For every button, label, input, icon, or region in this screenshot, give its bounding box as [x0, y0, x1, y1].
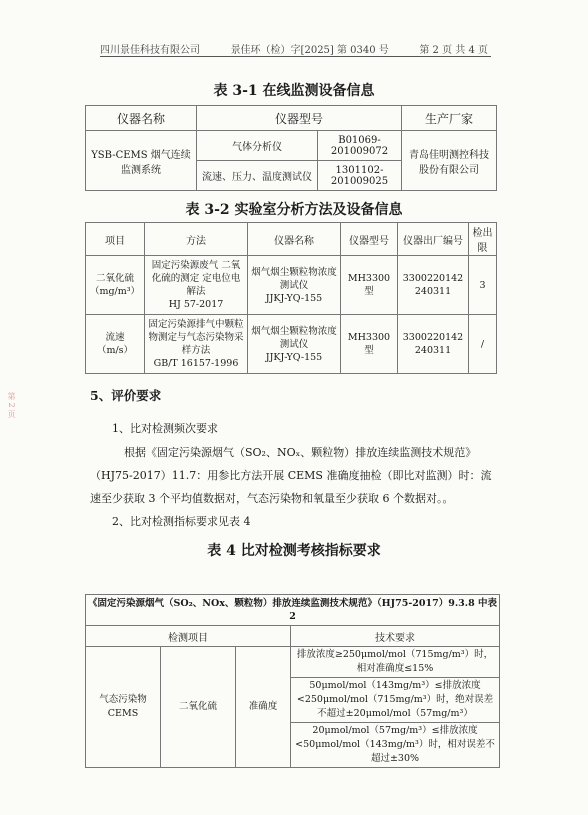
- device-name: 流速、压力、温度测试仪: [197, 161, 318, 191]
- table-3-1-caption: 表 3-1 在线监测设备信息: [213, 83, 375, 99]
- device-serial: 1301102-201009025: [318, 161, 402, 191]
- item-unit: （mg/m³）: [89, 286, 141, 297]
- body-paragraph: 根据《固定污染源烟气（SO₂、NOₓ、颗粒物）排放连续监测技术规范》（HJ75-2017）11.7：用参比方法开展 CEMS 准确度抽检（即比对监测）时：流速至少获取 3 个平均值数据对，气态污染物和氧量至少获取 6 个数据对。。: [90, 446, 492, 505]
- detection-limit: 3: [469, 256, 497, 315]
- report-number: 景佳环（检）字[2025] 第 0340 号: [230, 45, 389, 56]
- pollutant: 二氧化硫: [161, 647, 236, 768]
- table-header: 仪器型号: [341, 223, 398, 256]
- company-name: 四川景佳科技有限公司: [100, 45, 200, 56]
- detection-limit: /: [469, 315, 497, 374]
- standard: HJ 57-2017: [168, 299, 224, 310]
- model: MH3300 型: [341, 256, 398, 315]
- instrument-name: YSB-CEMS 烟气连续监测系统: [86, 131, 197, 191]
- table-header: 仪器型号: [197, 106, 402, 131]
- table-header: 检出限: [469, 223, 497, 256]
- page-indicator: 第 2 页 共 4 页: [419, 45, 488, 56]
- item-name: 流速: [105, 332, 125, 343]
- table-header: 项目: [86, 223, 145, 256]
- method: 固定污染源排气中颗粒物测定与气态污染物采样方法: [148, 319, 244, 356]
- item-unit: （m/s）: [96, 345, 134, 356]
- table-row: [86, 256, 497, 315]
- table-3-1: [85, 105, 497, 191]
- instrument-id: JJKJ-YQ-155: [265, 351, 323, 363]
- table-header: 仪器出厂编号: [398, 223, 469, 256]
- metric: 准确度: [236, 647, 291, 768]
- table-row: [86, 315, 497, 374]
- section-title: 5、评价要求: [90, 388, 162, 403]
- table-4-caption: 表 4 比对检测考核指标要求: [207, 543, 381, 559]
- table-header: 方法: [145, 223, 248, 256]
- page-header: [100, 41, 488, 56]
- requirement: 20μmol/mol（57mg/m³）≤排放浓度<50μmol/mol（143mg/m³）时，相对误差不超过±30%: [291, 723, 500, 768]
- requirement: 50μmol/mol（143mg/m³）≤排放浓度<250μmol/mol（715mg/m³）时，绝对误差不超过±20μmol/mol（57mg/m³）: [291, 678, 500, 723]
- factory-serial: 3300220142240311: [398, 315, 469, 374]
- header-rule: [100, 56, 491, 57]
- table-4: [85, 594, 500, 768]
- factory-serial: 3300220142240311: [398, 256, 469, 315]
- instrument: 烟气烟尘颗粒物浓度测试仪: [251, 266, 337, 291]
- device-serial: B01069-201009072: [318, 131, 402, 161]
- device-name: 气体分析仪: [197, 131, 318, 161]
- margin-note: 第 2 页: [7, 392, 16, 419]
- category: 气态污染物 CEMS: [86, 647, 161, 768]
- table-header: 技术要求: [291, 626, 500, 647]
- table-header: 仪器名称: [86, 106, 197, 131]
- table-header: 检测项目: [86, 626, 291, 647]
- table-3-2-caption: 表 3-2 实验室分析方法及设备信息: [185, 202, 403, 218]
- instrument: 烟气烟尘颗粒物浓度测试仪: [251, 325, 337, 350]
- subsection-2: 2、比对检测指标要求见表 4: [112, 515, 251, 528]
- method: 固定污染源废气 二氧化硫的测定 定电位电解法: [151, 260, 241, 297]
- model: MH3300 型: [341, 315, 398, 374]
- item-name: 二氧化硫: [95, 273, 134, 284]
- table-header: 仪器名称: [248, 223, 341, 256]
- standard: GB/T 16157-1996: [153, 358, 239, 369]
- requirement: 排放浓度≥250μmol/mol（715mg/m³）时，相对准确度≤15%: [291, 647, 500, 678]
- instrument-id: JJKJ-YQ-155: [265, 292, 323, 304]
- table-3-2: [85, 222, 497, 374]
- table-header: 生产厂家: [402, 106, 497, 131]
- manufacturer: 青岛佳明测控科技股份有限公司: [402, 131, 497, 191]
- table-4-title: 《固定污染源烟气（SO₂、NOx、颗粒物）排放连续监测技术规范》（HJ75-2017）9.3.8 中表 2: [86, 595, 500, 626]
- subsection-1: 1、比对检测频次要求: [112, 422, 218, 435]
